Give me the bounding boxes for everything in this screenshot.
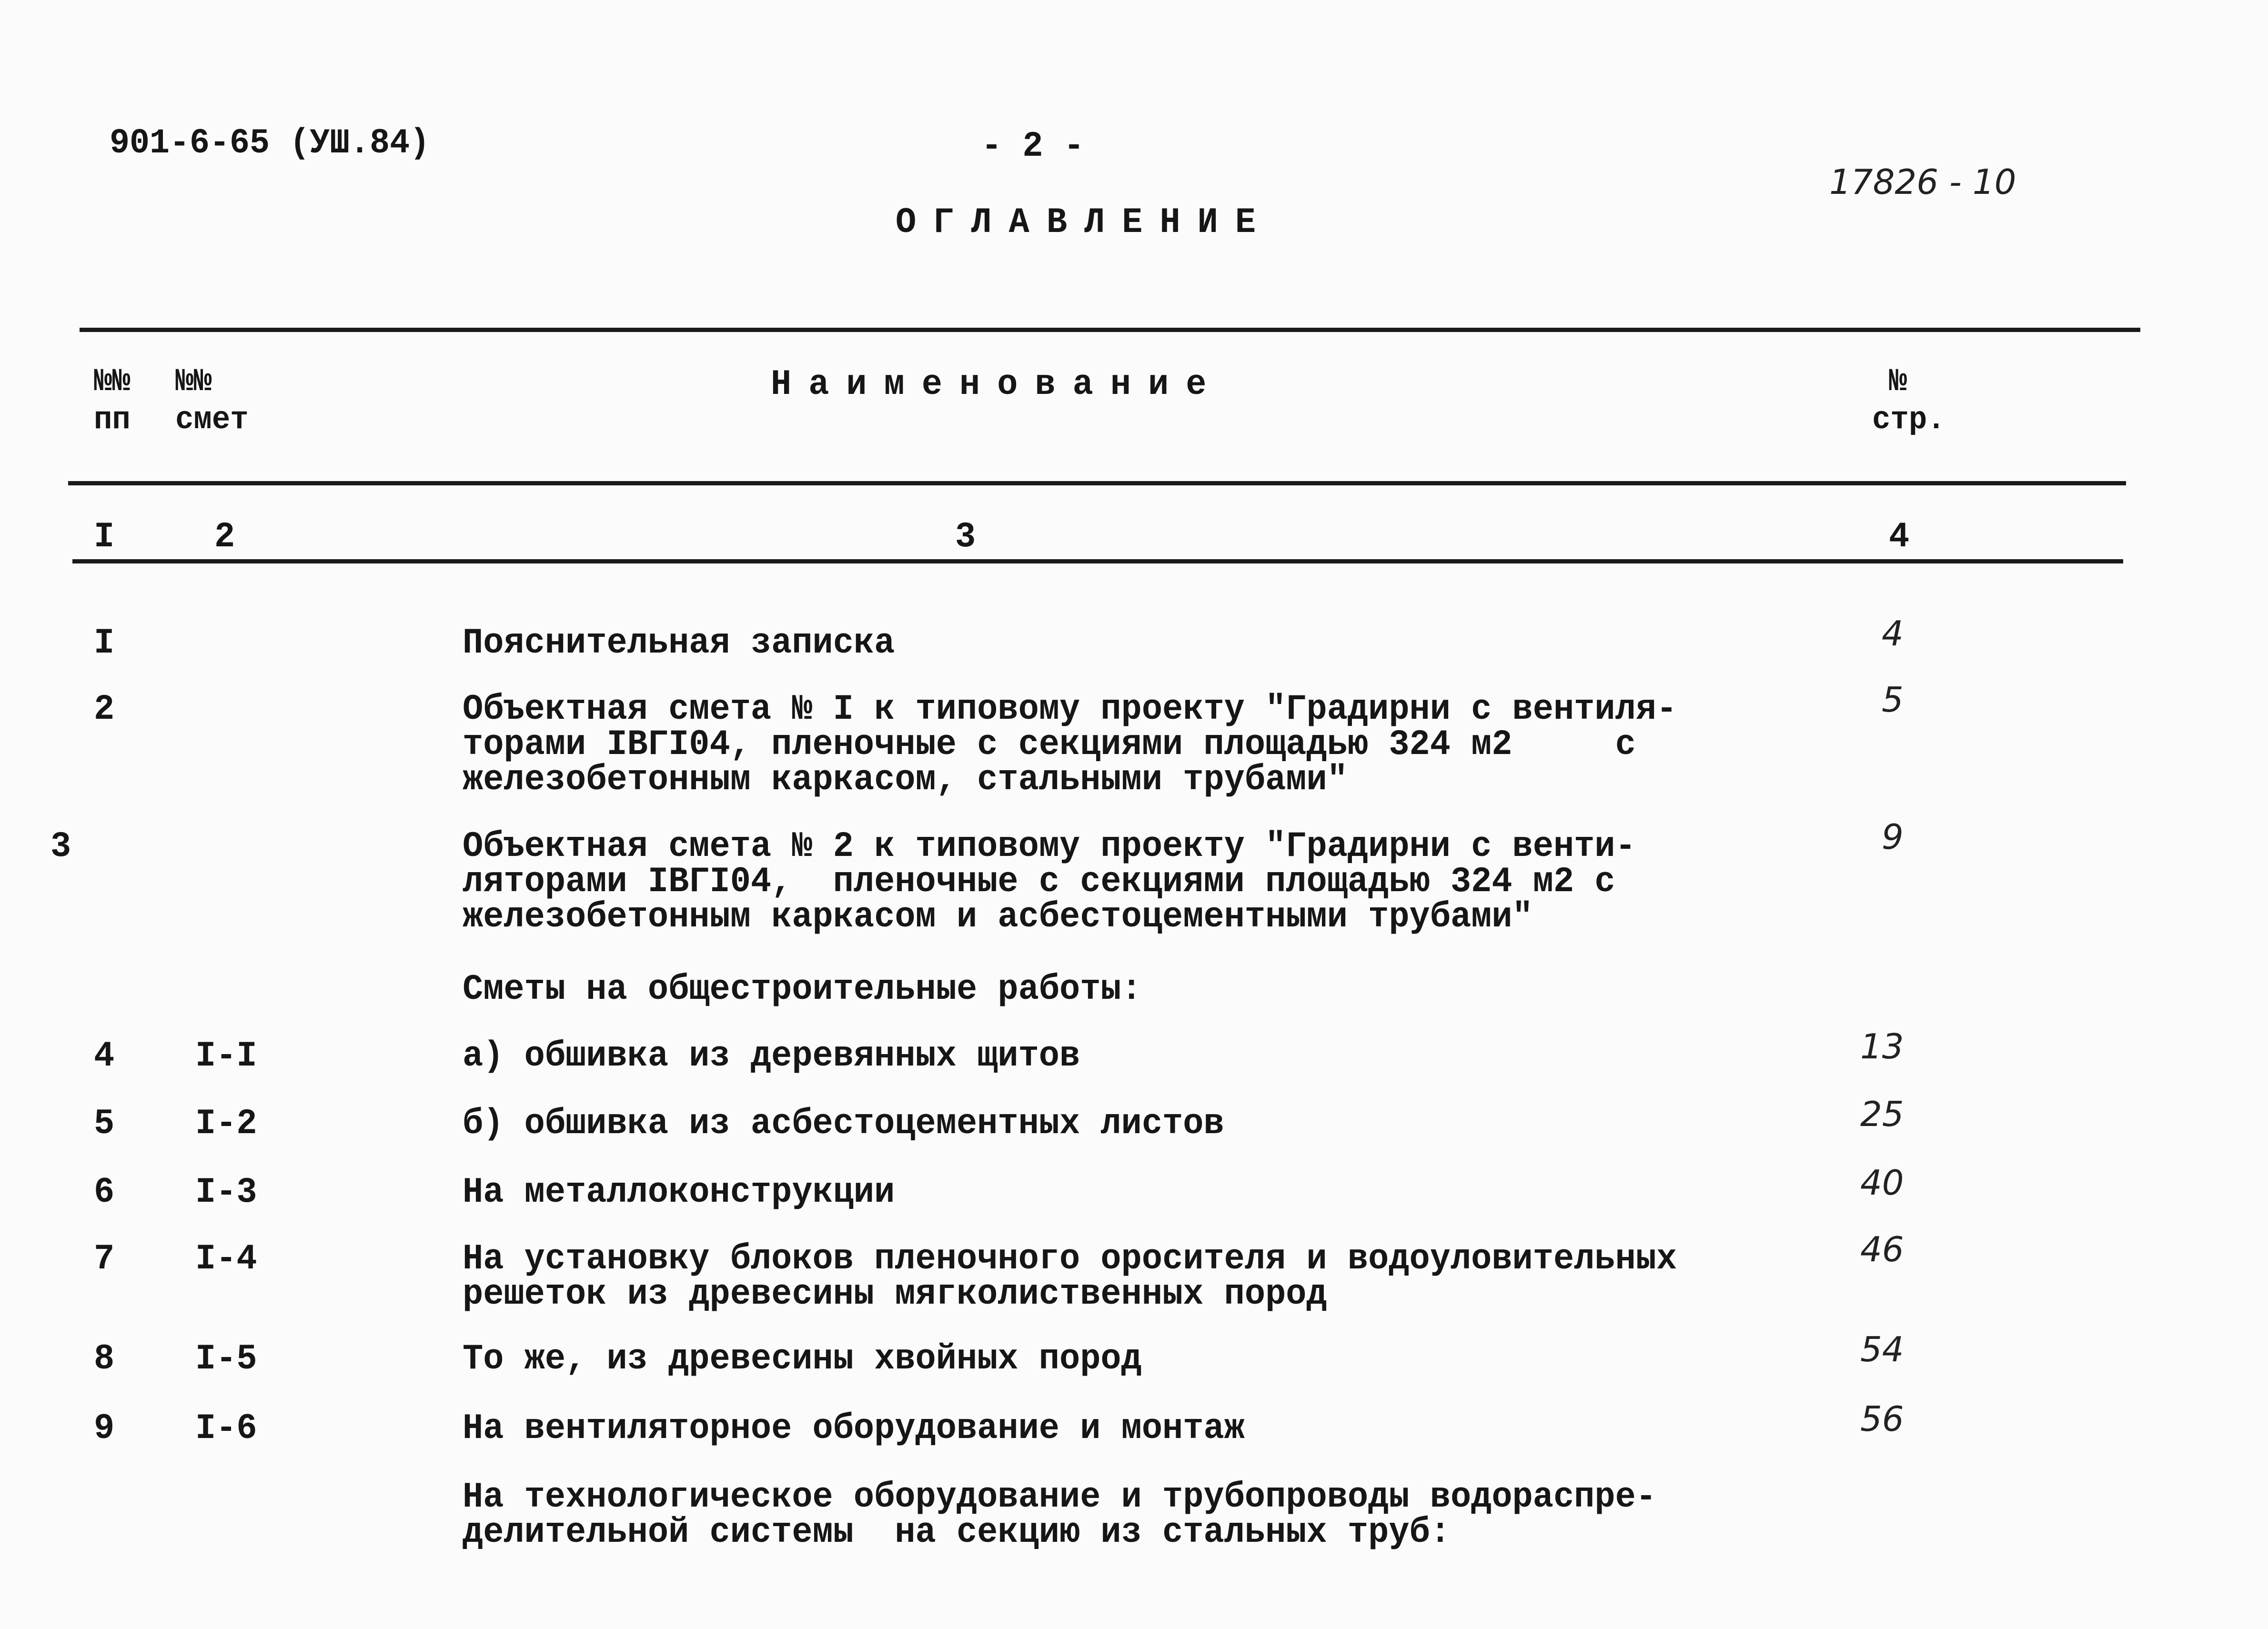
row-page-number: 46	[1860, 1229, 1904, 1269]
row-page-number: 54	[1860, 1329, 1904, 1369]
row-estimate-number: I-2	[195, 1103, 257, 1145]
row-name-line: а) обшивка из деревянных щитов	[463, 1035, 1080, 1077]
row-name-line: решеток из древесины мягколиственных пород	[463, 1273, 1327, 1315]
row-page-number: 40	[1860, 1163, 1904, 1203]
col-header-estimate-1: №№	[175, 364, 212, 400]
col-header-name: Наименование	[771, 363, 1224, 405]
col-header-page-2: стр.	[1872, 402, 1945, 438]
row-number: 7	[94, 1238, 115, 1280]
row-name-line: На вентиляторное оборудование и монтаж	[463, 1408, 1245, 1449]
page-title: ОГЛАВЛЕНИЕ	[896, 201, 1273, 243]
row-estimate-number: I-4	[195, 1238, 257, 1280]
row-estimate-number: I-6	[195, 1408, 257, 1449]
row-name-line: То же, из древесины хвойных пород	[463, 1338, 1142, 1380]
col-number-4: 4	[1889, 516, 1910, 558]
row-number: I	[94, 622, 115, 664]
row-estimate-number: I-3	[195, 1171, 257, 1213]
row-name-line: Объектная смета № 2 к типовому проекту "Градирни с венти-	[463, 825, 1636, 867]
col-header-page-1: №	[1889, 364, 1907, 400]
row-number: 3	[50, 825, 71, 867]
row-page-number: 5	[1882, 680, 1904, 720]
col-number-3: 3	[955, 516, 976, 558]
row-name-line: железобетонным каркасом и асбестоцементными трубами"	[463, 896, 1533, 938]
col-header-num-2: пп	[94, 402, 131, 438]
row-name-line: ляторами IВГI04, пленочные с секциями площадью 324 м2 с	[463, 861, 1615, 903]
header-rule	[68, 481, 2126, 485]
row-name-line: торами IВГI04, пленочные с секциями площадью 324 м2 с	[463, 724, 1636, 765]
col-number-1: I	[94, 516, 115, 558]
row-name-line: На установку блоков пленочного оросителя и водоуловительных	[463, 1238, 1677, 1280]
row-name-line: б) обшивка из асбестоцементных листов	[463, 1103, 1224, 1145]
row-name-line: делительной системы на секцию из стальных труб:	[463, 1511, 1451, 1553]
row-name-line: железобетонным каркасом, стальными трубами"	[463, 759, 1348, 801]
col-number-2: 2	[214, 516, 235, 558]
row-estimate-number: I-5	[195, 1338, 257, 1380]
handwritten-reference: 17826 - 10	[1829, 162, 2016, 202]
row-estimate-number: I-I	[195, 1035, 257, 1077]
row-number: 2	[94, 688, 115, 730]
row-page-number: 56	[1860, 1399, 1904, 1439]
col-header-estimate-2: смет	[175, 402, 249, 438]
document-code: 901-6-65 (УШ.84)	[110, 124, 430, 163]
row-name-line: На технологическое оборудование и трубопроводы водораспре-	[463, 1476, 1657, 1518]
page-number: - 2 -	[981, 125, 1085, 167]
row-name-line: Пояснительная записка	[463, 622, 895, 664]
row-name-line: Объектная смета № I к типовому проекту "Градирни с вентиля-	[463, 688, 1677, 730]
row-number: 6	[94, 1171, 115, 1213]
row-number: 5	[94, 1103, 115, 1145]
col-header-num-1: №№	[94, 364, 131, 400]
row-page-number: 13	[1860, 1026, 1904, 1066]
row-page-number: 9	[1882, 817, 1904, 857]
table-top-rule	[80, 328, 2140, 332]
row-name-line: Сметы на общестроительные работы:	[463, 968, 1142, 1010]
row-number: 9	[94, 1408, 115, 1449]
row-number: 8	[94, 1338, 115, 1380]
row-name-line: На металлоконструкции	[463, 1171, 895, 1213]
row-page-number: 4	[1882, 613, 1904, 654]
row-number: 4	[94, 1035, 115, 1077]
row-page-number: 25	[1860, 1094, 1904, 1134]
column-number-rule	[72, 559, 2123, 563]
